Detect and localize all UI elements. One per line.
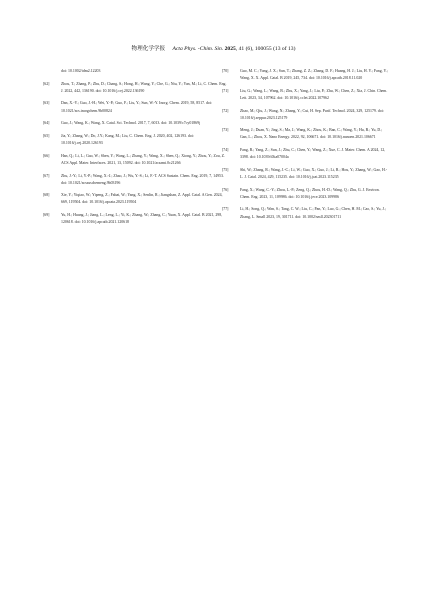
reference-entry [43,120,228,127]
running-header [0,44,427,52]
reference-number: [66] [43,153,50,158]
reference-text: Meng, J.; Duan, Y.; Jing, S.; Ma, J.; Wang, K.; Zhou, K.; Ban, C.; Wang, Y.; Hu, B.; Yu, D.; Gan, L.; Zhou, X. Nano Energy. 2022, 92, 106671. doi: 10.1016/j.nanoen.2021.106671 [240,128,383,140]
reference-number: [77] [222,207,229,212]
reference-text: Dan, X.-Y.; Guo, J.-H.; Wei, Y.-P.; Guo, F.; Liu, Y.; Sun, W.-Y. Inorg. Chem. 2019, 58, 8517. doi: 10.1021/acs.inorgchem.9b00824 [61,101,213,113]
reference-text: Liu, G.; Wang, L.; Wang, B.; Zhu, X.; Yang, J.; Liu, P.; Zhu, W.; Chen, Z.; Xia, J. Chin. Chem. Lett. 2023, 34, 107962. doi: 10.1016/j.cclet.2022.107962 [240,88,388,100]
reference-entry [222,88,390,102]
reference-number: [64] [43,121,50,126]
reference-text: Guo, J.; Wang, K.; Wang, X. Catal. Sci. Technol. 2017, 7, 6013. doi: 10.1039/c7cy01869j [61,121,201,126]
reference-text: Shi, W.; Zhang, R.; Wang, J.-C.; Li, W.; Guo, X.; Guo, J.; Li, R.; Hou, Y.; Zhang, W.; Gao, H.-L. J. Catal. 2024, 429, 115235. doi: 10.1016/j.jcat.2023.115235 [240,167,388,179]
reference-entry [222,147,390,161]
reference-text: Jia, Y.; Zhang, W.; Do, J.Y.; Kang, M.; Liu, C. Chem. Eng. J. 2020, 402, 126193. doi: 10.1016/j.cej.2020.126193 [61,133,194,146]
references-left-column [43,68,228,232]
reference-entry [43,68,228,75]
reference-text: Fang, R.; Yang, Z.; Sun, J.; Zhu, C.; Chen, Y.; Wang, Z.; Xue, C. J. Mater. Chem. A 2024, 12, 3398. doi: 10.1039/d3ta07004a [240,148,386,160]
reference-text: Fang, X.; Wang, C.-Y.; Zhou, L.-P.; Zeng, Q.; Zhou, H.-D.; Wang, Q.; Zhu, G. J. Environ. Chem. Eng. 2023, 11, 109986. doi: 10.1016/j.jece.2023.109986 [240,187,380,199]
journal-title-cn: 物理化学学报 [131,46,166,52]
reference-entry [222,206,390,220]
reference-text: doi: 10.1002/idm2.12203 [61,69,101,73]
reference-number: [62] [43,81,50,86]
reference-number: [76] [222,187,229,192]
reference-entry [43,192,228,206]
reference-entry [43,133,228,147]
reference-text: Zhu, J.-Y.; Li, Y.-P.; Wang, X.-J.; Zhao, J.; Wu, Y.-S.; Li, F.-T. ACS Sustain. Chem. Eng. 2019, 7, 14953. doi: 10.1021/acssuschemeng.9b03196 [61,173,224,185]
reference-entry [222,108,390,122]
reference-number: [68] [43,193,50,198]
journal-abbrev: Acta Phys. -Chim. Sin. [172,46,224,52]
reference-entry [43,173,228,187]
reference-entry [222,167,390,181]
reference-entry [222,127,390,141]
publication-year: 2025 [224,46,236,52]
reference-entry [43,81,228,95]
reference-text: Guo, M. C.; Yang, J. X.; Sun, T.; Zhang, Z. Z.; Zhang, D. F.; Huang, H. J.; Liu, H. Y.; Fang, Y.; Wang, X. X. Appl. Catal. B 2019, 245, 734. doi: 10.1016/j.apcatb.2018.11.020 [240,69,388,81]
reference-entry [222,187,390,201]
volume-issue-pages: , 41 (6), 100055 (13 of 13) [235,46,296,52]
reference-text: Han, Q.; Li, L.; Gao, W.; Shen, Y.; Wang, L.; Zhang, Y.; Wang, X.; Shen, Q.; Xiong, Y.; Zhou, Y.; Zou, Z. ACS Appl. Mater. Interfaces. 2021, 13, 15092. doi: 10.1021/acsami.0c21266 [61,153,226,165]
references-right-column [222,68,390,226]
reference-entry [43,153,228,167]
reference-number: [74] [222,148,229,153]
reference-number: [72] [222,108,229,113]
reference-number: [71] [222,88,229,93]
reference-number: [69] [43,213,50,218]
reference-text: Yu, H.; Huang, J.; Jiang, L.; Leng, L.; Yi, K.; Zhang, W.; Zhang, C.; Yuan, X. Appl. Catal. B 2021, 298, 120618. doi: 10.1016/j.apcatb.2021.120618 [61,213,223,225]
reference-number: [70] [222,69,229,73]
reference-text: Zhou, T.; Zhang, P.; Zhu, D.; Chang, S.; Hong, H.; Wang, Y.; Che, G.; Niu, Y.; Yan, M.; Li, C. Chem. Eng. J. 2022, 442, 136190. doi: 10.1016/j.cej.2022.136190 [61,81,227,93]
reference-entry [222,68,390,82]
reference-text: Xie, Y.; Yiqiao, W.; Yipeng, Z.; Fabai, W.; Yang, X.; Senlin, R.; Jiangshan, Z. Appl. Catal. A Gen. 2024, 669, 119504. doi: 10.1016/j.apcata.2023.119504 [61,193,223,205]
reference-number: [67] [43,173,50,178]
reference-entry [43,212,228,226]
reference-number: [75] [222,167,229,172]
reference-number: [73] [222,128,229,133]
reference-text: Zhao, M.; Qiu, J.; Wang, N.; Zhang, Y.; Cui, H. Sep. Purif. Technol. 2024, 329, 125179. doi: 10.1016/j.seppur.2023.125179 [240,108,384,120]
reference-number: [65] [43,133,50,138]
reference-entry [43,100,228,114]
reference-number: [63] [43,101,50,106]
reference-text: Li, H.; Song, Q.; Wan, S.; Tang, C. W.; Liu, C.; Pan, Y.; Luo, G.; Chen, H. M.; Cao, S.; Yu, J.; Zhang, L. Small 2023, 19, 301711. doi: 10.1002/smll.202301711 [240,207,387,219]
